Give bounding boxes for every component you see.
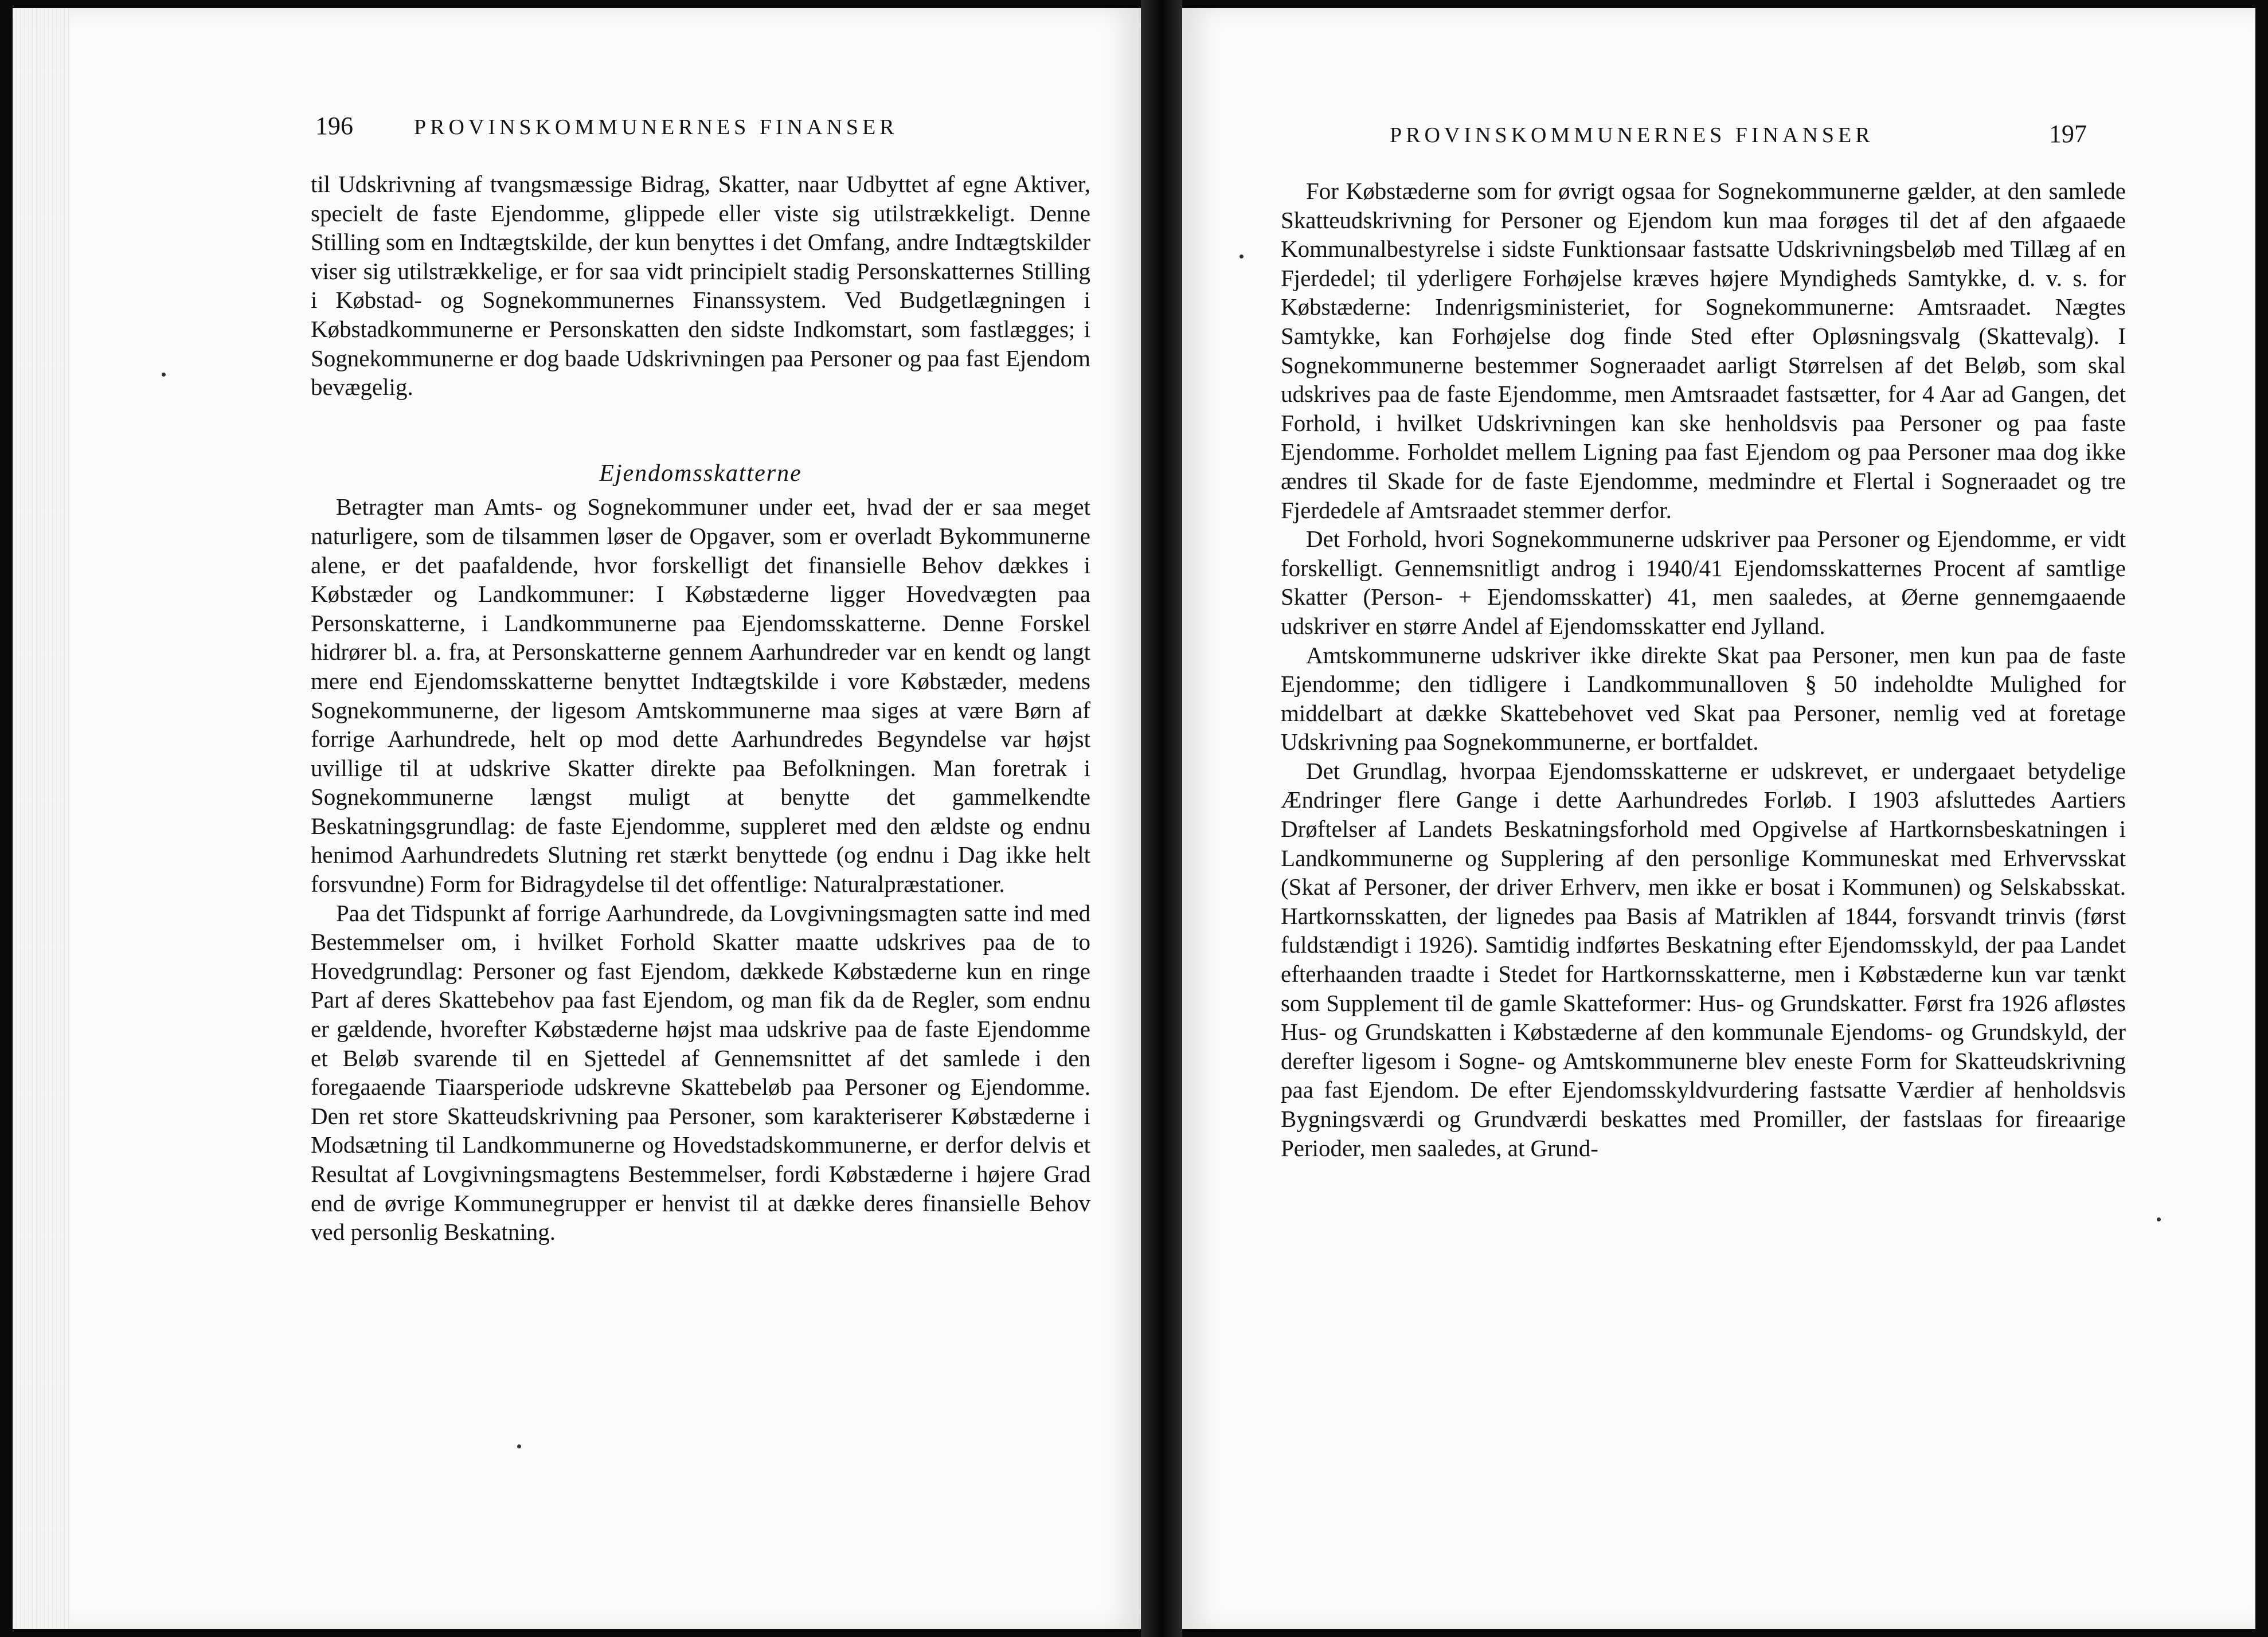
page-number: 197 <box>2049 120 2087 148</box>
paragraph: til Udskrivning af tvangsmæssige Bidrag, Skatter, naar Udbyttet af egne Aktiver, specielt de faste Ejendomme, glippede eller viste sig utilstrækkeligt. Denne Stilling som en Indtægtskilde, der kun benyttes i det Omfang, andre Indtægtskilder viser sig utilstrækkelige, er for saa vidt principielt stadig Personskatternes Stilling i Købstad- og Sognekommunernes Finanssystem. Ved Budgetlægningen i Købstadkommunerne er Personskatten den sidste Indkomstart, som fastlægges; i Sognekommunerne er dog baade Udskrivningen paa Personer og paa fast Ejendom bevægelig. <box>311 171 1090 401</box>
page-edges <box>13 8 70 1629</box>
section-title: Ejendomsskatterne <box>599 460 802 487</box>
paragraph: Det Grundlag, hvorpaa Ejendomsskatterne er udskrevet, er undergaaet betydelige Ændringer flere Gange i dette Aarhundredes Forløb. I 1903 afsluttedes Aartiers Drøftelser af Landets Beskatningsforhold med Opgivelse af Hartkornsbeskatningen i Landkommunerne og Supplering af den personlige Kommuneskat med Erhvervsskat (Skat af Personer, der driver Erhverv, men ikke er bosat i Kommunen) og Selskabsskat. Hartkornsskatten, der lignedes paa Basis af Matriklen af 1844, forsvandt trinvis (først fuldstændigt i 1926). Samtidig indførtes Beskatning efter Ejendomsskyld, der paa Landet efterhaanden traadte i Stedet for Hartkornsskatterne, men i Købstæderne kun var tænkt som Supplement til de gamle Skatteformer: Hus- og Grundskatter. Først fra 1926 afløstes Hus- og Grundskatten i Købstæderne af den kommunale Ejendoms- og Grundskyld, der derefter ligesom i Sogne- og Amtskommunerne blev eneste Form for Skatteudskrivning paa fast Ejendom. De efter Ejendomsskyldvurdering fastsatte Værdier af henholdsvis Bygningsværdi og Grundværdi beskattes med Promiller, der fastslaas for fireaarige Perioder, men saaledes, at Grund- <box>1281 757 2126 1161</box>
paragraph: Betragter man Amts- og Sognekommuner under eet, hvad der er saa meget naturligere, som de tilsammen løser de Opgaver, som er overladt Bykommunerne alene, er det paafaldende, hvor forskelligt det finansielle Behov dækkes i Købstæder og Landkommuner: I Købstæderne ligger Hovedvægten paa Personskatterne, i Landkommunerne paa Ejendomsskatterne. Denne Forskel hidrører bl. a. fra, at Personskatterne gennem Aarhundreder var en kendt og langt mere end Ejendomsskatterne benyttet Indtægtskilde i vore Købstæder, medens Sognekommunerne, der ligesom Amtskommunerne maa siges at være Børn af forrige Aarhundrede, helt op mod dette Aarhundredes Begyndelse var højst uvillige til at udskrive Skatter direkte paa Befolkningen. Man foretrak i Sognekommunerne længst muligt at benytte det gammelkendte Beskatningsgrundlag: de faste Ejendomme, suppleret med den ældste og endnu henimod Aarhundredets Slutning ret stærkt benyttede (og endnu i Dag ikke helt forsvundne) Form for Bidragydelse til det offentlige: Naturalpræstationer. <box>311 494 1090 898</box>
running-head: PROVINSKOMMUNERNES FINANSER <box>414 115 898 139</box>
speck <box>1239 254 1244 259</box>
speck <box>2157 1217 2161 1221</box>
left-page <box>13 8 1141 1629</box>
paragraph: Paa det Tidspunkt af forrige Aarhundrede, da Lovgivningsmagten satte ind med Bestemmelser om, i hvilket Forhold Skatter maatte udskrives paa de to Hovedgrundlag: Personer og fast Ejendom, dækkede Købstæderne kun en ringe Part af deres Skattebehov paa fast Ejendom, og man fik da de Regler, som endnu er gældende, hvorefter Købstæderne højst maa udskrive paa de faste Ejendomme et Beløb svarende til en Sjettedel af Gennemsnittet af det samlede i den foregaaende Tiaarsperiode udskrevne Skattebeløb paa Personer og Ejendomme. Den ret store Skatteudskrivning paa Personer, som karakteriserer Købstæderne i Modsætning til Landkommunerne og Hovedstadskommunerne, er derfor delvis et Resultat af Lovgivningsmagtens Bestemmelser, fordi Købstæderne i højere Grad end de øvrige Kommunegrupper er henvist til at dække deres finansielle Behov ved personlig Beskatning. <box>311 899 1090 1246</box>
book-spine <box>1141 0 1182 1637</box>
text-block <box>1281 177 2126 1162</box>
speck <box>517 1444 521 1448</box>
page-number: 196 <box>315 112 353 140</box>
speck <box>162 373 166 377</box>
text-block <box>311 170 1090 1247</box>
paragraph: Amtskommunerne udskriver ikke direkte Skat paa Personer, men kun paa de faste Ejendomme; den tidligere i Landkommunalloven § 50 indeholdte Mulighed for middelbart at dække Skattebehovet ved Skat paa Personer, nemlig ved at foretage Udskrivning paa Sognekommunerne, er bortfaldet. <box>1281 641 2126 755</box>
paragraph: Det Forhold, hvori Sognekommunerne udskriver paa Personer og Ejendomme, er vidt forskelligt. Gennemsnitligt androg i 1940/41 Ejendomsskatternes Procent af samtlige Skatter (Person- + Ejendomsskatter) 41, men saaledes, at Øerne gennemgaaende udskriver en større Andel af Ejendomsskatter end Jylland. <box>1281 526 2126 639</box>
right-page <box>1182 8 2255 1629</box>
paragraph: For Købstæderne som for øvrigt ogsaa for Sognekommunerne gælder, at den samlede Skatteudskrivning for Personer og Ejendom kun maa forøges til det af den afgaaede Kommunalbestyrelse i sidste Funktionsaar fastsatte Udskrivningsbeløb med Tillæg af en Fjerdedel; til yderligere Forhøjelse kræves højere Myndigheds Samtykke, d. v. s. for Købstæderne: Indenrigsministeriet, for Sognekommunerne: Amtsraadet. Nægtes Samtykke, kan Forhøjelse dog finde Sted efter Opløsningsvalg (Skattevalg). I Sognekommunerne bestemmer Sogneraadet aarligt Størrelsen af det Beløb, som skal udskrives paa de faste Ejendomme, men Amtsraadet fastsætter, for 4 Aar ad Gangen, det Forhold, i hvilket Udskrivningen kan ske henholdsvis paa Personer og paa faste Ejendomme. Forholdet mellem Ligning paa fast Ejendom og paa Personer maa dog ikke ændres til Skade for de faste Ejendomme, medmindre et Flertal i Sogneraadet og tre Fjerdedele af Amtsraadet stemmer derfor. <box>1281 178 2126 523</box>
running-head: PROVINSKOMMUNERNES FINANSER <box>1390 123 1874 147</box>
